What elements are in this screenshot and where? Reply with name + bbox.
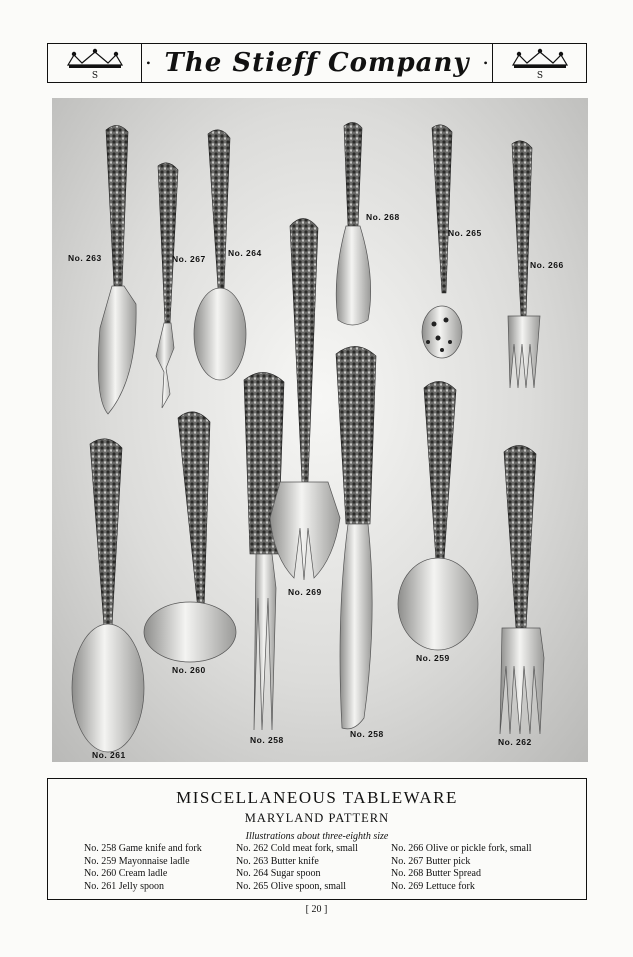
list-item: No. 260 Cream ladle [84, 868, 168, 879]
caption-subtitle: MARYLAND PATTERN [244, 811, 390, 825]
list-item: No. 269 Lettuce fork [391, 880, 475, 892]
handle-261 [90, 439, 122, 626]
list-item: No. 258 Game knife and fork [84, 843, 202, 854]
label-259: No. 259 [416, 653, 450, 663]
caption-title: MISCELLANEOUS TABLEWARE [176, 788, 458, 807]
handle-265 [432, 125, 452, 293]
fork-266 [508, 316, 540, 388]
crown-emblem-left [48, 44, 142, 82]
list-item: No. 264 Sugar spoon [236, 868, 321, 879]
silverware-illustration [52, 98, 588, 762]
label-262: No. 262 [498, 737, 532, 747]
handle-268 [344, 122, 362, 226]
handle-266 [512, 141, 532, 316]
pick-267 [156, 323, 174, 408]
handle-264 [208, 130, 230, 288]
list-item: No. 268 Butter Spread [391, 868, 481, 879]
list-item: No. 259 Mayonnaise ladle [84, 855, 190, 867]
fork-258-tines [254, 554, 276, 730]
item-list [84, 843, 564, 893]
handle-260 [178, 412, 210, 610]
handle-263 [106, 125, 128, 286]
list-item: No. 262 Cold meat fork, small [236, 843, 358, 854]
silverware-photo-plate [52, 98, 588, 762]
bowl-259 [398, 558, 478, 650]
fork-269 [270, 482, 340, 580]
handle-269 [290, 218, 318, 482]
label-264: No. 264 [228, 248, 262, 258]
bowl-261 [72, 624, 144, 752]
label-260: No. 260 [172, 665, 206, 675]
item-column-3 [391, 843, 561, 893]
handle-262 [504, 445, 536, 628]
header-dot-left: • [146, 55, 151, 70]
caption-note: Illustrations about three-eighth size [245, 831, 389, 842]
svg-text:S: S [91, 71, 98, 79]
label-269: No. 269 [288, 587, 322, 597]
blade-258 [340, 524, 372, 729]
blade-268 [336, 226, 370, 325]
list-item: No. 263 Butter knife [236, 855, 319, 867]
handle-259 [424, 381, 456, 560]
list-item: No. 265 Olive spoon, small [236, 880, 346, 892]
label-261: No. 261 [92, 750, 126, 760]
label-265: No. 265 [448, 228, 482, 238]
bowl-260 [144, 602, 236, 662]
crown-icon [505, 47, 575, 79]
list-item: No. 261 Jelly spoon [84, 880, 164, 892]
company-title: The Stieff Company [164, 48, 470, 78]
label-258-fork: No. 258 [250, 735, 284, 745]
handle-258-knife [336, 346, 376, 524]
label-263: No. 263 [68, 253, 102, 263]
caption-box [47, 778, 587, 900]
label-258-knife: No. 258 [350, 729, 384, 739]
item-column-2 [236, 843, 391, 893]
list-item: No. 267 Butter pick [391, 855, 471, 867]
label-266: No. 266 [530, 260, 564, 270]
label-268: No. 268 [366, 212, 400, 222]
header-dot-right: • [483, 55, 488, 70]
bowl-264 [194, 288, 246, 380]
fork-262 [500, 628, 544, 734]
svg-text:S: S [536, 71, 543, 79]
label-267: No. 267 [172, 254, 206, 264]
crown-emblem-right [492, 44, 586, 82]
page-number: [ 20 ] [305, 904, 328, 915]
blade-263 [98, 286, 136, 414]
list-item: No. 266 Olive or pickle fork, small [391, 843, 532, 854]
item-column-1 [84, 843, 236, 893]
page-header [47, 43, 587, 83]
handle-267 [158, 163, 178, 323]
crown-icon [60, 47, 130, 79]
